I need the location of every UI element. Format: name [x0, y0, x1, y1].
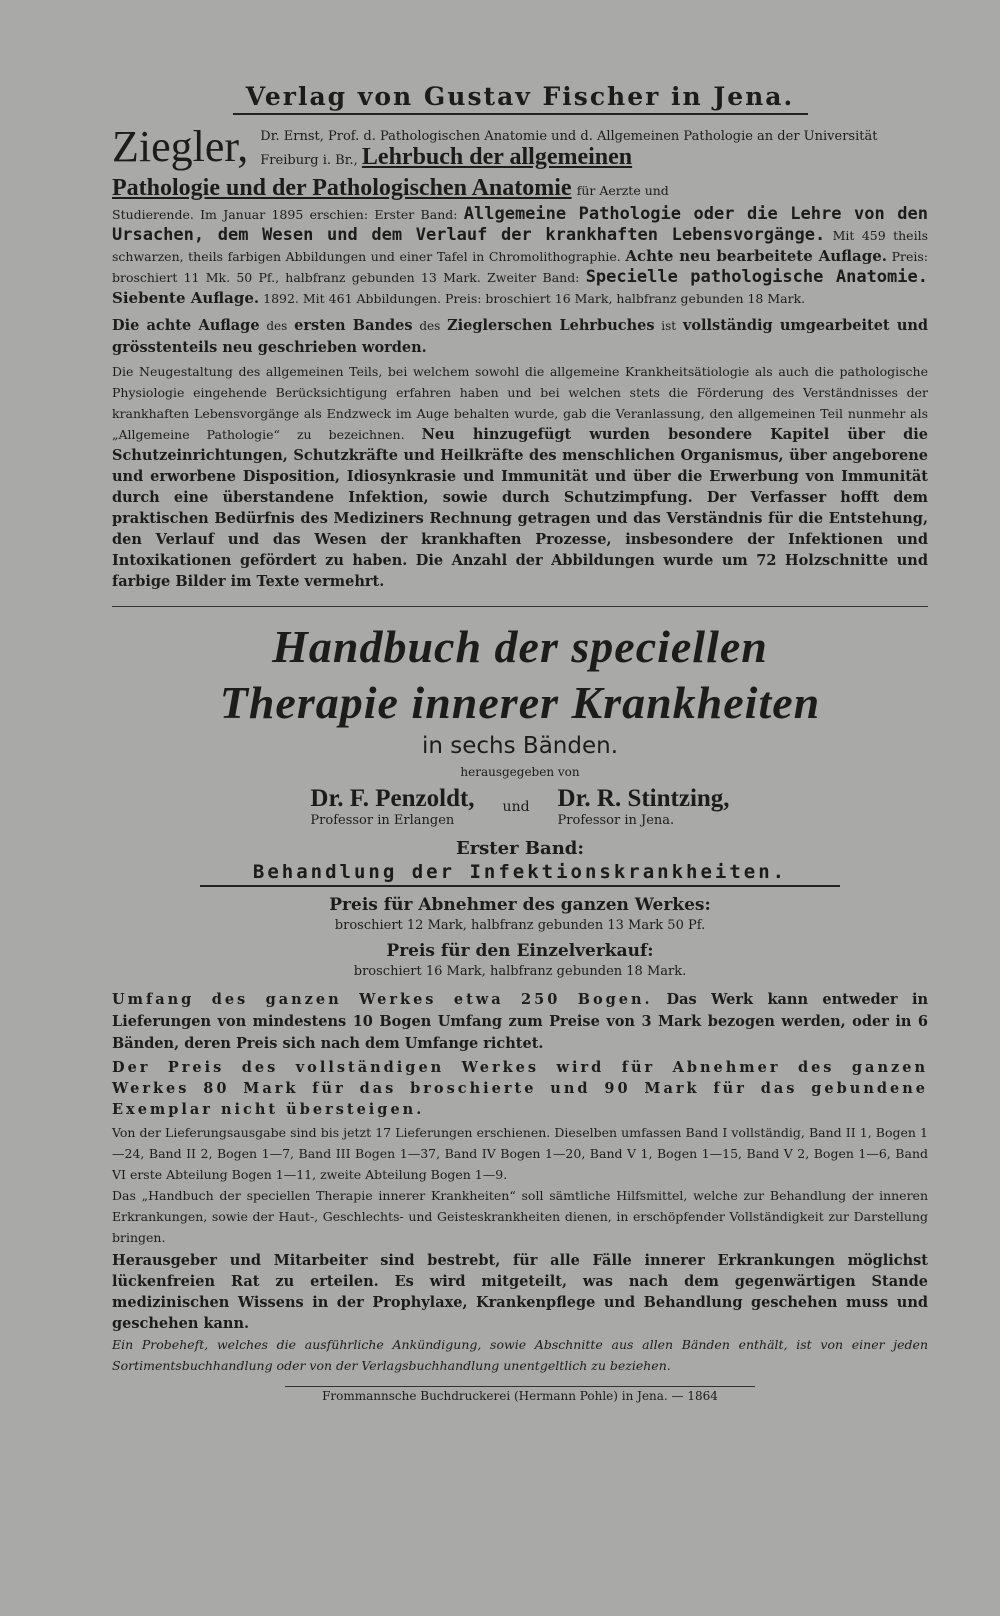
- body2-text: Die Neugestaltung des allgemeinen Teils, bei welchem sowohl die allgemeine Krankheitsätiologie als auch die pathologische Physiologie eingehende Berücksichtigung erfahren haben und bei welchen stets die Förderung des Verständnisses der krankhaften Lebensvorgänge als Endzweck im Auge behalten wurde, gab die Veranlassung, den allgemeinen Teil nunmehr als „Allgemeine Pathologie“ zu bezeichnen.: [112, 364, 928, 442]
- book-title-line1: Lehrbuch der allgemeinen: [361, 144, 633, 170]
- handbuch-title: [112, 619, 928, 731]
- deliveries-paragraph: Von der Lieferungsausgabe sind bis jetzt 17 Lieferungen erschienen. Dieselben umfassen Band I vollständig, Band II 1, Bogen 1—24, Band II 2, Bogen 1—7, Band III Bogen 1—37, Band IV Bogen 1—20, Band V 1, Bogen 1—15, Band V 2, Bogen 1—6, Band VI erste Abteilung Bogen 1—11, zweite Abteilung Bogen 1—9.: [112, 1125, 928, 1182]
- handbuch-subtitle: in sechs Bänden.: [421, 733, 619, 759]
- publisher-heading: Verlag von Gustav Fischer in Jena.: [233, 82, 808, 115]
- volume2-year: 1892. Mit 461 Abbildungen.: [263, 291, 442, 306]
- volume2-title: Specielle pathologische Anatomie.: [585, 267, 928, 287]
- volume2-price: Preis: broschiert 16 Mark, halbfranz gebunden 18 Mark.: [445, 291, 806, 306]
- price-heading-subscribers: Preis für Abnehmer des ganzen Werkes:: [329, 895, 711, 915]
- body3-text: Neu hinzugefügt wurden besondere Kapitel über die Schutzeinrichtungen, Schutzkräfte und Heilkräfte des menschlichen Organismus, über angeborene und erworbene Disposition, Idiosynkrasie und Immunität und über die Erwerbung von Immunität durch eine überstandene Infektion, sowie durch Schutzimpfung. Der Verfasser hofft dem praktischen Bedürfnis des Mediziners Rechnung getragen und das Verständnis für die Entstehung, den Verlauf und das Wesen der krankhaften Prozesse, insbesondere der Infektionen und Intoxikationen gefördert zu haben. Die Anzahl der Abbildungen wurde um 72 Holzschnitte und farbige Bilder im Texte vermehrt.: [112, 426, 928, 590]
- author-meta: [260, 127, 928, 171]
- body1-e: Zieglerschen Lehrbuches: [447, 317, 655, 334]
- book-title-row: [112, 175, 928, 202]
- ziegler-paragraph-1: [112, 315, 928, 359]
- volume1-edition: Achte neu bearbeitete Auflage.: [625, 247, 887, 265]
- ziegler-header: [112, 122, 928, 171]
- printer-footer: Frommannsche Buchdruckerei (Hermann Pohle) in Jena. — 1864: [285, 1386, 755, 1403]
- editors-und: und: [502, 798, 530, 815]
- audience-text: für Aerzte und: [576, 183, 669, 198]
- umfang-text: Umfang des ganzen Werkes etwa 250 Bogen.: [112, 991, 653, 1008]
- editors-paragraph: Herausgeber und Mitarbeiter sind bestrebt, für alle Fälle innerer Erkrankungen möglichst lückenfreien Rat zu erteilen. Es wird mitgeteilt, was nach dem gegenwärtigen Stande medizinischen Wissens in der Prophylaxe, Krankenpflege und Behandlung geschehen muss und geschehen kann.: [112, 1252, 928, 1332]
- full-price-paragraph: Der Preis des vollständigen Werkes wird für Abnehmer des ganzen Werkes 80 Mark für das broschierte und 90 Mark für das gebundene Exemplar nicht übersteigen.: [112, 1059, 928, 1118]
- price-line-single: broschiert 16 Mark, halbfranz gebunden 18 Mark.: [353, 964, 687, 979]
- volume1-price: Preis: broschiert 11 Mk. 50 Pf., halbfranz gebunden 13 Mark. Zweiter Band:: [112, 249, 928, 285]
- price-heading-single: Preis für den Einzelverkauf:: [386, 941, 654, 961]
- editor-stintzing: [558, 785, 730, 828]
- body1-f: ist: [661, 319, 677, 333]
- editors-intro: herausgegeben von: [460, 765, 580, 779]
- editor2-name: Dr. R. Stintzing,: [557, 785, 730, 812]
- author-credentials: Dr. Ernst, Prof. d. Pathologischen Anatomie und d. Allgemeinen Pathologie an der Universität Freiburg i. Br.,: [260, 129, 878, 168]
- body1-b: des: [266, 319, 288, 333]
- handbuch-title-line2: Therapie innerer Krankheiten: [219, 677, 821, 728]
- body1-d: des: [419, 319, 441, 333]
- volume1-intro: Studierende. Im Januar 1895 erschien: Erster Band:: [112, 207, 458, 222]
- editor-penzoldt: [310, 785, 474, 828]
- ziegler-volumes: [112, 204, 928, 309]
- editor1-name: Dr. F. Penzoldt,: [310, 785, 475, 812]
- volume2-edition: Siebente Auflage.: [112, 289, 260, 307]
- volume1-title: Allgemeine Pathologie oder die Lehre von den Ursachen, dem Wesen und dem Verlauf der krankhaften Lebensvorgänge.: [112, 204, 928, 245]
- scope-paragraph: Das „Handbuch der speciellen Therapie innerer Krankheiten“ soll sämtliche Hilfsmittel, welche zur Behandlung der inneren Erkrankungen, sowie der Haut-, Geschlechts- und Geisteskrankheiten dienen, in erschöpfender Vollständigkeit zur Darstellung bringen.: [112, 1188, 928, 1245]
- body1-g: vollständig umgearbeitet und grösstenteils neu geschrieben worden.: [112, 317, 929, 356]
- author-name: Ziegler,: [112, 122, 249, 171]
- handbuch-title-line1: Handbuch der speciellen: [272, 621, 768, 672]
- volume-title: Behandlung der Infektionskrankheiten.: [200, 861, 840, 887]
- umfang-paragraph: [112, 989, 928, 1055]
- volume-label: Erster Band:: [455, 838, 585, 859]
- body1-a: Die achte Auflage: [112, 317, 260, 334]
- sample-issue-note: Ein Probeheft, welches die ausführliche Ankündigung, sowie Abschnitte aus allen Bänden enthält, ist von einer jeden Sortimentsbuchhandlung oder von der Verlagsbuchhandlung unentgeltlich zu beziehen.: [112, 1337, 928, 1373]
- body1-c: ersten Bandes: [294, 317, 413, 334]
- editor2-affiliation: Professor in Jena.: [557, 813, 675, 828]
- volume1-illustrations: Mit 459 theils schwarzen, theils farbigen Abbildungen und einer Tafel in Chromolithographie.: [112, 228, 928, 264]
- editor1-affiliation: Professor in Erlangen: [310, 813, 455, 828]
- umfang-detail: Das Werk kann entweder in Lieferungen von mindestens 10 Bogen Umfang zum Preise von 3 Mark bezogen werden, oder in 6 Bänden, deren Preis sich nach dem Umfange richtet.: [112, 991, 929, 1052]
- editors: [112, 785, 928, 828]
- section-divider: [112, 606, 928, 607]
- book-title-line2: Pathologie und der Pathologischen Anatomie: [112, 175, 572, 201]
- ziegler-paragraph-2: [112, 361, 928, 592]
- price-line-subscribers: broschiert 12 Mark, halbfranz gebunden 13 Mark 50 Pf.: [334, 918, 706, 933]
